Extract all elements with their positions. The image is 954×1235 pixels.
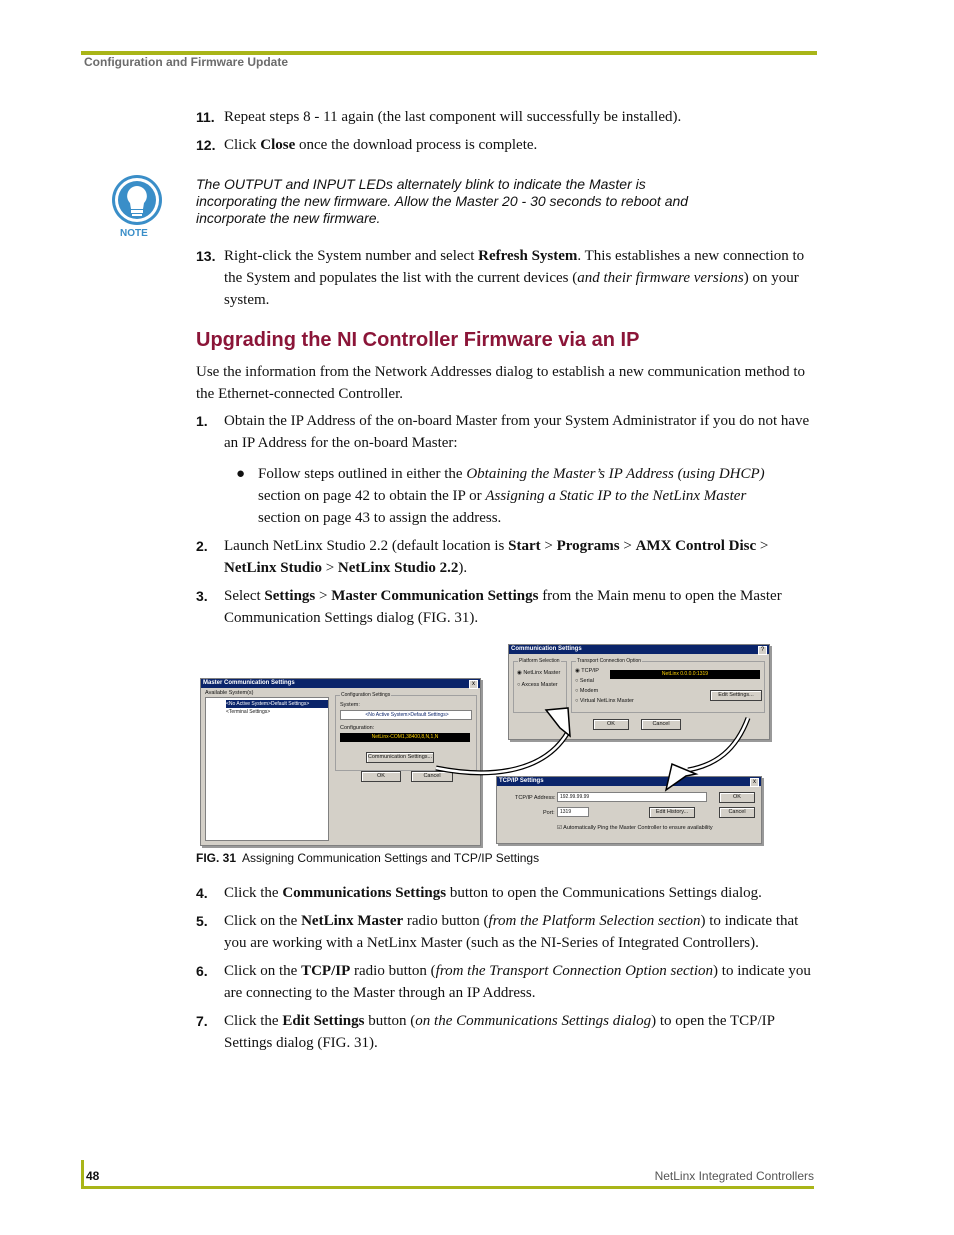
cancel-button[interactable]: Cancel bbox=[641, 719, 681, 730]
step-4: 4. Click the Communications Settings button to open the Communications Settings dialog. bbox=[196, 885, 762, 901]
ok-button[interactable]: OK bbox=[593, 719, 629, 730]
edit-history-button[interactable]: Edit History... bbox=[649, 807, 695, 818]
figure-31 bbox=[196, 640, 770, 848]
communication-settings-dialog: Communication Settings ? Platform Selection ◉ NetLinx Master ○ Axcess Master Transport Connection Option ◉ TCP/IP ○ Serial ○ Modem ○ Virtual NetLinx Master NetLinx 0.0.0.0:1319 Edit Settings... OK Cancel bbox=[508, 644, 770, 740]
close-icon[interactable]: x bbox=[469, 680, 478, 689]
section-intro: Use the information from the Network Addresses dialog to establish a new communication method to the Ethernet-connected Controller. bbox=[196, 364, 806, 402]
step-11: 11. Repeat steps 8 - 11 again (the last component will successfully be installed). bbox=[196, 109, 682, 125]
step-3: 3. Select Settings > Master Communication Settings from the Main menu to open the Master Communication Settings dialog (FIG. 31). bbox=[196, 588, 782, 626]
tcpip-settings-dialog: TCP/IP Settings x TCP/IP Address: 192.99.99.99 Port: 1319 Edit History... OK Cancel ☑ Automatically Ping the Master Controller to ensure availability bbox=[496, 776, 762, 844]
step-2: 2. Launch NetLinx Studio 2.2 (default location is Start > Programs > AMX Control Disc > NetLinx Studio > NetLinx Studio 2.2). bbox=[196, 538, 769, 576]
step-5: 5. Click on the NetLinx Master radio button (from the Platform Selection section) to indicate that you are working with a NetLinx Master (such as the NI-Series of Integrated Controllers). bbox=[196, 913, 799, 951]
page-number: 48 bbox=[86, 1169, 100, 1183]
edit-settings-button[interactable]: Edit Settings... bbox=[710, 690, 762, 701]
tree-item[interactable]: <Terminal Settings> bbox=[226, 709, 271, 715]
step-12: 12. Click Close once the download process is complete. bbox=[196, 137, 538, 153]
figure-caption: FIG. 31 Assigning Communication Settings and TCP/IP Settings bbox=[196, 851, 540, 865]
system-field: <No Active System>Default Settings> bbox=[340, 710, 472, 720]
cancel-button[interactable]: Cancel bbox=[719, 807, 755, 818]
radio-axcess-master[interactable]: ○ Axcess Master bbox=[517, 682, 558, 688]
bullet-item: ● Follow steps outlined in either the Obtaining the Master’s IP Address (using DHCP) section on page 42 to obtain the IP or Assigning a Static IP to the NetLinx Master section on page 43 to assign the address. bbox=[236, 466, 765, 526]
radio-serial[interactable]: ○ Serial bbox=[575, 678, 594, 684]
radio-virtual-master[interactable]: ○ Virtual NetLinx Master bbox=[575, 698, 634, 704]
section-title: Upgrading the NI Controller Firmware via an IP bbox=[196, 329, 640, 351]
flow-arrows bbox=[196, 640, 770, 848]
footer-rule bbox=[81, 1186, 814, 1189]
auto-ping-checkbox[interactable]: ☑ Automatically Ping the Master Controller to ensure availability bbox=[557, 825, 713, 831]
step-1: 1. Obtain the IP Address of the on-board Master from your System Administrator if you do not have an IP Address for the on-board Master: bbox=[196, 413, 810, 451]
master-comm-dialog: Master Communication Settings x Available System(s) <No Active System>Default Settings> <Terminal Settings> Configuration Settings System: <No Active System>Default Settings> Configuration: NetLinx-COM1,38400,8,N,1,N Communication Settings... OK Cancel bbox=[200, 678, 481, 846]
connection-display: NetLinx 0.0.0.0:1319 bbox=[610, 670, 760, 679]
note-text: The OUTPUT and INPUT LEDs alternately blink to indicate the Master is incorporating the new firmware. Allow the Master 20 - 30 seconds to reboot and incorporate the new firmware. bbox=[196, 176, 689, 226]
step-6: 6. Click on the TCP/IP radio button (from the Transport Connection Option section) to indicate you are connecting to the Master through an IP Address. bbox=[196, 963, 811, 1001]
tree-item[interactable]: <No Active System>Default Settings> bbox=[226, 700, 328, 708]
step-7: 7. Click the Edit Settings button (on the Communications Settings dialog) to open the TCP/IP Settings dialog (FIG. 31). bbox=[196, 1013, 775, 1051]
configuration-display: NetLinx-COM1,38400,8,N,1,N bbox=[340, 733, 470, 742]
port-input[interactable]: 1319 bbox=[557, 807, 589, 817]
radio-tcpip[interactable]: ◉ TCP/IP bbox=[575, 668, 599, 674]
communication-settings-button[interactable]: Communication Settings... bbox=[366, 752, 434, 763]
ok-button[interactable]: OK bbox=[719, 792, 755, 803]
radio-netlinx-master[interactable]: ◉ NetLinx Master bbox=[517, 670, 561, 676]
note-label: NOTE bbox=[120, 228, 148, 239]
ok-button[interactable]: OK bbox=[361, 771, 401, 782]
footer-tab bbox=[81, 1160, 84, 1189]
radio-modem[interactable]: ○ Modem bbox=[575, 688, 599, 694]
master-dialog-title: Master Communication Settings bbox=[201, 679, 480, 688]
footer-title: NetLinx Integrated Controllers bbox=[654, 1169, 814, 1183]
help-icon[interactable]: ? bbox=[758, 646, 767, 655]
running-title: Configuration and Firmware Update bbox=[84, 55, 289, 69]
close-icon[interactable]: x bbox=[750, 778, 759, 787]
tcpip-address-input[interactable]: 192.99.99.99 bbox=[557, 792, 707, 802]
cancel-button[interactable]: Cancel bbox=[411, 771, 453, 782]
step-13: 13. Right-click the System number and select Refresh System. This establishes a new connection to the System and populates the list with the current devices (and their firmware versions) on your system. bbox=[196, 248, 805, 308]
